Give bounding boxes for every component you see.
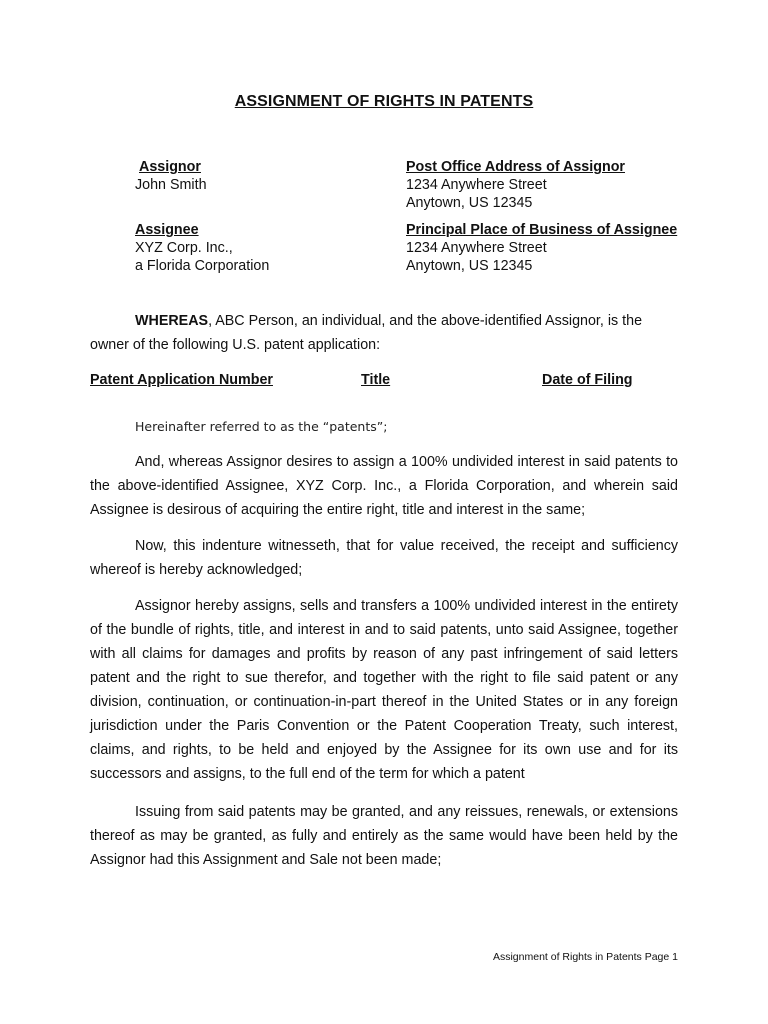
paragraph-issuing: Issuing from said patents may be granted, and any reissues, renewals, or extensions thereof as may be granted, as fully and entirely as the same would have been held by the Assignor had this Assignment and Sale not been made; [90, 804, 678, 868]
assignor-address-line1: 1234 Anywhere Street [406, 177, 547, 193]
whereas-paragraph [90, 309, 678, 357]
table-header-title: Title [361, 372, 391, 388]
assignor-label: Assignor [139, 159, 201, 175]
assignee-name-line2: a Florida Corporation [135, 258, 270, 274]
assignee-label: Assignee [135, 222, 199, 238]
whereas-text: , ABC Person, an individual, and the above-identified Assignor, is the owner of the following U.S. patent application: [90, 313, 643, 353]
assignee-address-label: Principal Place of Business of Assignee [406, 222, 678, 238]
table-header-date-of-filing: Date of Filing [542, 372, 633, 388]
assignee-address-line2: Anytown, US 12345 [406, 258, 533, 274]
page-footer: Assignment of Rights in Patents Page 1 [492, 951, 678, 963]
paragraph-indenture: Now, this indenture witnesseth, that for value received, the receipt and sufficiency whereof is hereby acknowledged; [90, 538, 678, 578]
assignee-address-line1: 1234 Anywhere Street [406, 240, 547, 256]
paragraph-whereas-assign: And, whereas Assignor desires to assign a 100% undivided interest in said patents to the above-identified Assignee, XYZ Corp. Inc., a Florida Corporation, and wherein said Assignee is desirous of acquiring the entire right, title and interest in the same; [90, 454, 678, 518]
document-title: ASSIGNMENT OF RIGHTS IN PATENTS [234, 93, 534, 110]
assignee-name-line1: XYZ Corp. Inc., [135, 240, 233, 256]
hereinafter-line: Hereinafter referred to as the “patents”; [135, 419, 388, 434]
whereas-keyword: WHEREAS [135, 313, 209, 329]
assignor-address-label: Post Office Address of Assignor [406, 159, 625, 175]
table-header-application-number: Patent Application Number [90, 372, 273, 388]
assignor-name: John Smith [135, 177, 207, 193]
assignor-address-line2: Anytown, US 12345 [406, 195, 533, 211]
paragraph-assigns: Assignor hereby assigns, sells and transfers a 100% undivided interest in the entirety of the bundle of rights, title, and interest in and to said patents, unto said Assignee, together with all claims for damages and profits by reason of any past infringement of said letters patent and the right to sue therefor, and together with the right to file said patent or any division, continuation, or continuation-in-part thereof in the United States or in any foreign jurisdiction under the Paris Convention or the Patent Cooperation Treaty, such interest, claims, and rights, to be held and enjoyed by the Assignee for its own use and for its successors and assigns, to the full end of the term for which a patent [90, 598, 678, 782]
